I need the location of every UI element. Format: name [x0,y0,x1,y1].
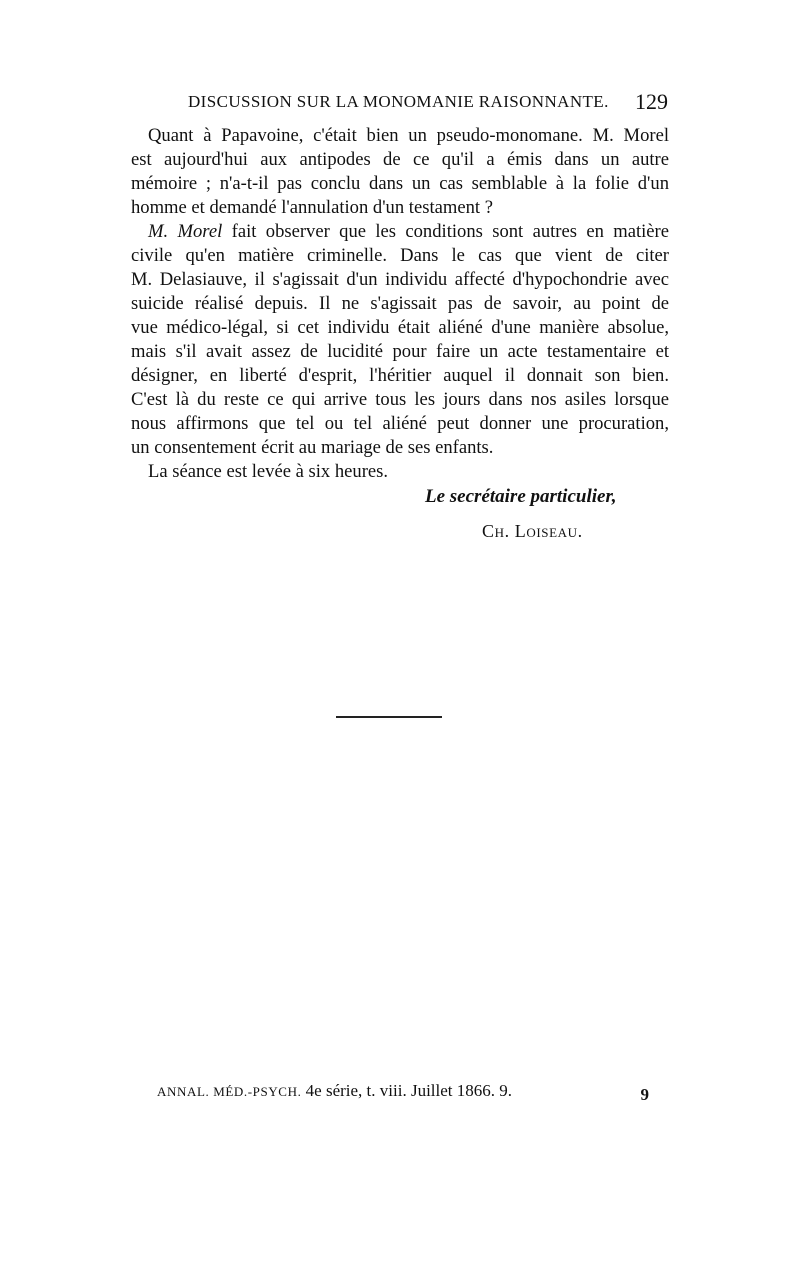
paragraph-2-line-8: C'est là du reste ce qui arrive tous les jours dans nos asiles lorsque [131,389,669,410]
paragraph-1-line-2: est aujourd'hui aux antipodes de ce qu'il a émis dans un autre [131,149,669,170]
section-divider [336,716,442,718]
page-footer [157,1081,649,1107]
paragraph-1-line-4: homme et demandé l'annulation d'un testament ? [131,197,493,218]
speaker-name: M. Morel [148,221,223,242]
page-number: 129 [635,89,668,114]
paragraph-2-line-5: vue médico-légal, si cet individu était aliéné d'une manière absolue, [131,317,669,338]
paragraph-2-line-10: un consentement écrit au mariage de ses enfants. [131,437,494,458]
paragraph-2-line-1-text: fait observer que les conditions sont autres en matière [222,221,669,242]
signature-mark: 9 [640,1085,649,1104]
paragraph-2-line-4: suicide réalisé depuis. Il ne s'agissait pas de savoir, au point de [131,293,669,314]
footer-series: 4e série, t. viii. Juillet 1866. 9. [305,1081,513,1100]
page-header [188,89,668,118]
paragraph-1-line-1: Quant à Papavoine, c'était bien un pseudo-monomane. M. Morel [148,125,669,146]
paragraph-2-line-9: nous affirmons que tel ou tel aliéné peut donner une procuration, [131,413,669,434]
paragraph-3-line-1: La séance est levée à six heures. [148,461,389,482]
paragraph-1-line-3: mémoire ; n'a-t-il pas conclu dans un cas semblable à la folie d'un [131,173,669,194]
footer-journal: ANNAL. MÉD.-PSYCH. [157,1084,302,1099]
footer-imprint [157,1081,512,1101]
paragraph-2-line-2: civile qu'en matière criminelle. Dans le cas que vient de citer [131,245,669,266]
paragraph-2-line-6: mais s'il avait assez de lucidité pour faire un acte testamentaire et [131,341,669,362]
running-head: DISCUSSION SUR LA MONOMANIE RAISONNANTE. [188,92,609,111]
signature-title: Le secrétaire particulier, [425,486,617,507]
paragraph-2-line-7: désigner, en liberté d'esprit, l'héritier auquel il donnait son bien. [131,365,669,386]
paragraph-2-line-1 [148,220,669,244]
signature-name: Ch. Loiseau. [482,521,583,541]
paragraph-2-line-3: M. Delasiauve, il s'agissait d'un individu affecté d'hypochondrie avec [131,269,669,290]
